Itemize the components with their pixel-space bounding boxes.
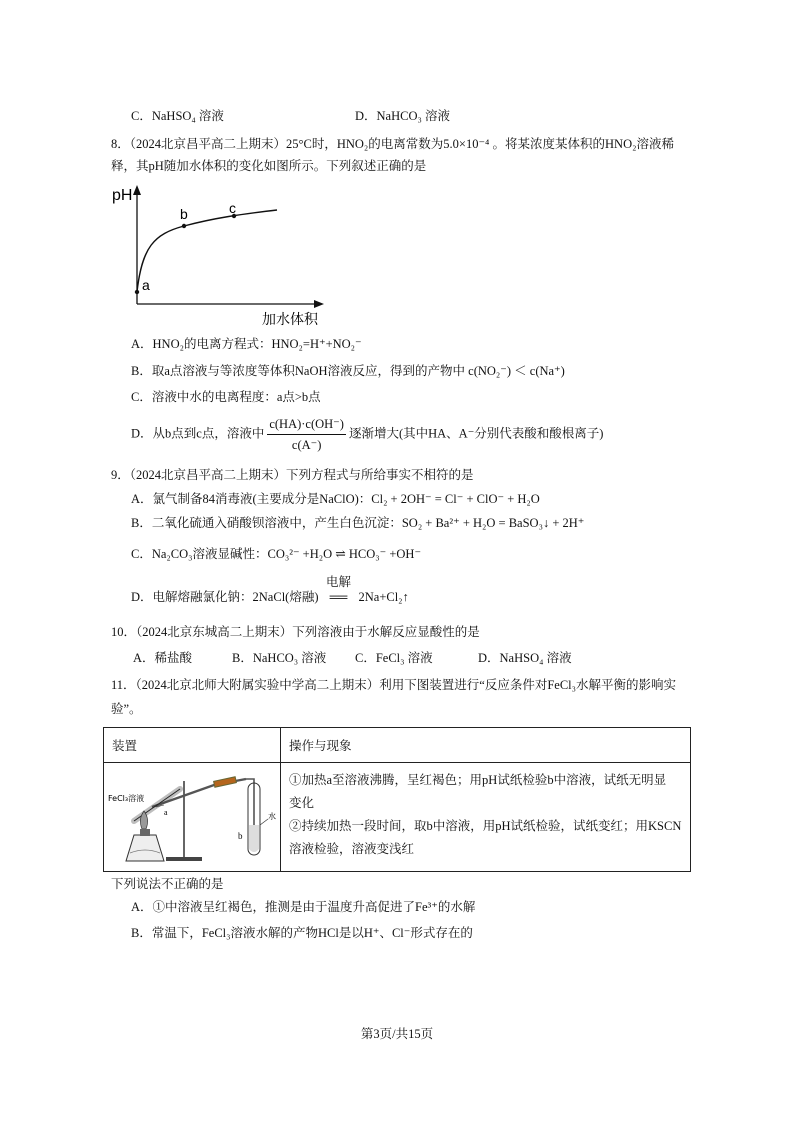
fecl3-label: FeCl₃溶液 [108, 794, 145, 803]
label-water: 水 [268, 812, 276, 821]
label-b: b [180, 206, 188, 222]
water-in-b [249, 825, 259, 852]
q10-stem: 10．（2024北京东城高二上期末）下列溶液由于水解反应显酸性的是 [111, 625, 480, 639]
electrolysis-arrow: 电解 ══ [319, 589, 359, 605]
q11-option-a: A．①中溶液呈红褐色，推测是由于温度升高促进了Fe³⁺的水解 [131, 900, 476, 914]
step1-line2: 变化 [289, 796, 315, 810]
q11-prompt: 下列说法不正确的是 [111, 877, 224, 891]
q11-stem-line2: 验”。 [111, 702, 142, 716]
tube-into-b [246, 779, 254, 831]
fraction-numerator: c(HA)·c(OH⁻) [267, 414, 346, 435]
label-a: a [164, 808, 168, 817]
ph-curve [137, 210, 277, 292]
experiment-table [103, 727, 691, 872]
q8-stem-line2: 释，其pH随加水体积的变化如图所示。下列叙述正确的是 [111, 159, 427, 173]
q9-option-d [131, 575, 409, 605]
step1-line1: ①加热a至溶液沸腾，呈红褐色；用pH试纸检验b中溶液，试纸无明显 [289, 773, 667, 787]
q7-option-c: C．NaHSO₄ 溶液 [131, 109, 224, 123]
alcohol-lamp [126, 835, 164, 861]
q8-option-d-prefix: D．从b点到c点，溶液中 [131, 426, 265, 441]
q10-option-b: B．NaHCO₃ 溶液 [232, 651, 327, 665]
q9-stem: 9．（2024北京昌平高二上期末）下列方程式与所给事实不相符的是 [111, 468, 474, 482]
point-b [182, 224, 186, 228]
electrolysis-label: 电解 [325, 575, 351, 589]
point-a [135, 290, 139, 294]
q8-stem-line1: 8．（2024北京昌平高二上期末）25°C时，HNO₂的电离常数为5.0×10⁻⁴ 。将某浓度某体积的HNO₂溶液稀 [111, 137, 674, 151]
step2-line2: 溶液检验，溶液变浅红 [289, 842, 415, 856]
y-axis-arrow [133, 185, 141, 195]
water-pointer [260, 819, 268, 825]
q8-option-a: A．HNO₂的电离方程式：HNO₂=H⁺+NO₂⁻ [131, 337, 362, 351]
q10-option-d: D．NaHSO₄ 溶液 [478, 651, 572, 665]
x-axis-arrow [314, 300, 324, 308]
q9-option-c: C．Na₂CO₃溶液显碱性：CO₃²⁻ +H₂O ⇌ HCO₃⁻ +OH⁻ [131, 547, 422, 561]
q8-option-c: C．溶液中水的电离程度：a点>b点 [131, 390, 321, 404]
q10-option-a: A．稀盐酸 [133, 651, 193, 665]
stand-base [166, 857, 202, 861]
label-b: b [238, 831, 243, 841]
q8-option-d [131, 414, 603, 455]
x-axis-label: 加水体积 [262, 312, 318, 328]
q9-option-a: A．氯气制备84消毒液(主要成分是NaClO)：Cl₂ + 2OH⁻ = Cl⁻ + ClO⁻ + H₂O [131, 492, 540, 506]
operation-cell [281, 763, 691, 872]
q9-option-d-prefix: D．电解熔融氯化钠：2NaCl(熔融) [131, 590, 319, 604]
q7-option-d: D．NaHCO₃ 溶液 [355, 109, 450, 123]
q10-option-c: C．FeCl₃ 溶液 [355, 651, 433, 665]
header-apparatus: 装置 [104, 728, 281, 763]
rubber-tube [214, 777, 237, 787]
lamp-wick [140, 829, 150, 836]
q11-option-b: B．常温下，FeCl₃溶液水解的产物HCl是以H⁺、Cl⁻形式存在的 [131, 926, 473, 940]
q9-option-d-suffix: 2Na+Cl₂↑ [358, 590, 409, 604]
header-operation: 操作与现象 [281, 728, 691, 763]
fraction [267, 414, 346, 455]
apparatus-diagram [104, 763, 280, 867]
page-footer: 第3页/共15页 [360, 1027, 434, 1041]
y-axis-label: pH [112, 187, 133, 204]
q11-stem-line1: 11．（2024北京北师大附属实验中学高二上期末）利用下图装置进行“反应条件对FeCl₃水解平衡的影响实 [111, 678, 677, 692]
q8-option-b: B．取a点溶液与等浓度等体积NaOH溶液反应，得到的产物中 c(NO₂⁻) ＜ c(Na⁺) [131, 364, 565, 378]
q8-option-d-suffix: 逐渐增大(其中HA、A⁻分别代表酸和酸根离子) [348, 426, 604, 441]
ph-dilution-graph [112, 182, 334, 332]
fraction-denominator: c(A⁻) [291, 438, 322, 452]
q9-option-b: B．二氧化硫通入硝酸钡溶液中，产生白色沉淀：SO₂ + Ba²⁺ + H₂O = BaSO₃↓ + 2H⁺ [131, 516, 585, 530]
label-c: c [229, 200, 236, 216]
apparatus-cell [104, 763, 281, 872]
label-a: a [142, 277, 150, 293]
step2-line1: ②持续加热一段时间，取b中溶液，用pH试纸检验，试纸变红；用KSCN [289, 819, 682, 833]
